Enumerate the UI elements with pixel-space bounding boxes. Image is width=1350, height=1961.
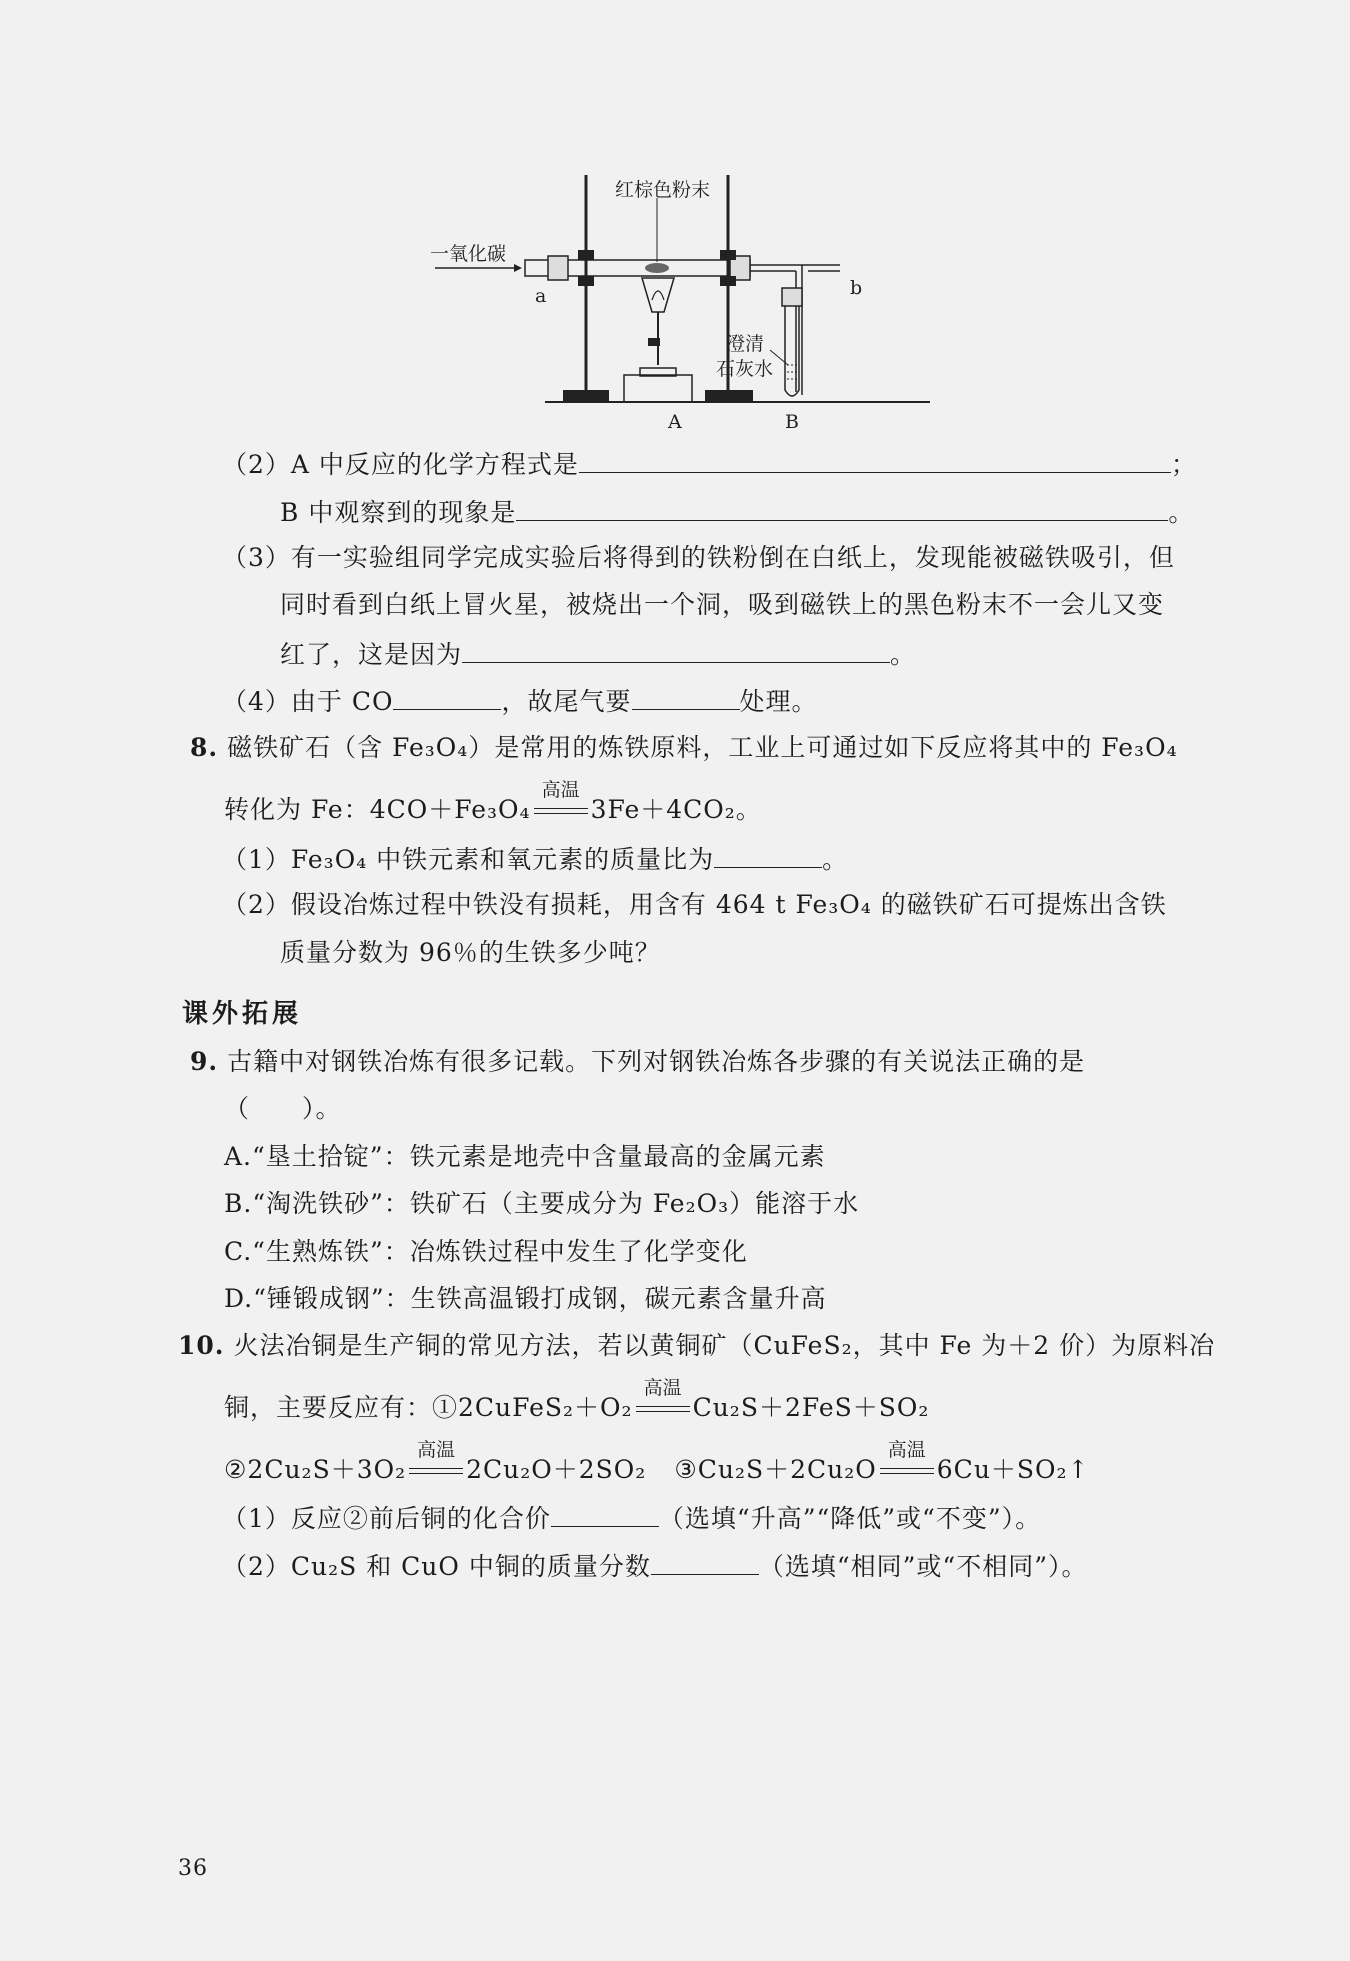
q7-part3-line1: （3）有一实验组同学完成实验后将得到的铁粉倒在白纸上，发现能被磁铁吸引，但 (222, 543, 1175, 572)
point-b-label: b (850, 277, 863, 299)
q8-part1-line: （1）Fe₃O₄ 中铁元素和氧元素的质量比为 。 (222, 841, 848, 877)
reaction-condition: 高温 (634, 1391, 692, 1425)
lime-water-label-2: 石灰水 (716, 358, 774, 380)
experiment-apparatus-diagram (430, 170, 950, 440)
q10-reaction1-line: 铜，主要反应有：①2CuFeS₂＋O₂ 高温 Cu₂S＋2FeS＋SO₂ (224, 1391, 929, 1425)
answer-blank[interactable] (462, 636, 890, 663)
q9-option-d[interactable]: D.“锤锻成钢”：生铁高温锻打成钢，碳元素含量升高 (224, 1284, 827, 1313)
answer-blank[interactable] (579, 446, 1171, 473)
q10-part1-line: （1）反应②前后铜的化合价 （选填“升高”“降低”或“不变”）。 (222, 1500, 1041, 1536)
q7-part4-line: （4）由于 CO ，故尾气要 处理。 (222, 683, 818, 719)
q10-part2-line: （2）Cu₂S 和 CuO 中铜的质量分数 （选填“相同”或“不相同”）。 (222, 1548, 1087, 1584)
q7-part2b-line: B 中观察到的现象是 。 (280, 494, 1194, 530)
answer-blank[interactable] (551, 1500, 659, 1527)
section-title: 课外拓展 (182, 999, 303, 1029)
reaction-condition: 高温 (407, 1453, 465, 1487)
lime-water-label-1: 澄清 (726, 333, 765, 355)
reaction-condition: 高温 (532, 793, 590, 827)
reaction-condition: 高温 (878, 1453, 936, 1487)
apparatus-B-label: B (785, 411, 799, 433)
answer-blank[interactable] (632, 683, 740, 710)
q7-part2-line: （2）A 中反应的化学方程式是 ； (222, 446, 1197, 482)
q7-part3-line2: 同时看到白纸上冒火星，被烧出一个洞，吸到磁铁上的黑色粉末不一会儿又变 (280, 590, 1165, 619)
q8-part2-line2: 质量分数为 96％的生铁多少吨？ (280, 938, 661, 967)
page-number: 36 (178, 1856, 208, 1881)
q10-line1: 10. 火法冶铜是生产铜的常见方法，若以黄铜矿（CuFeS₂，其中 Fe 为＋2 价）为原料冶 (178, 1331, 1216, 1360)
answer-blank[interactable] (516, 494, 1168, 521)
q9-option-c[interactable]: C.“生熟炼铁”：冶炼铁过程中发生了化学变化 (224, 1237, 748, 1266)
q8-line1: 8. 磁铁矿石（含 Fe₃O₄）是常用的炼铁原料，工业上可通过如下反应将其中的 Fe₃O₄ (190, 733, 1178, 762)
q10-reactions-2-3-line: ②2Cu₂S＋3O₂ 高温 2Cu₂O＋2SO₂ ③Cu₂S＋2Cu₂O 高温 6Cu＋SO₂↑ (224, 1453, 1090, 1487)
co-label: 一氧化碳 (430, 243, 507, 265)
q8-part2-line1: （2）假设冶炼过程中铁没有损耗，用含有 464 t Fe₃O₄ 的磁铁矿石可提炼出含铁 (222, 890, 1167, 919)
answer-blank[interactable] (651, 1548, 759, 1575)
q8-equation-line: 转化为 Fe：4CO＋Fe₃O₄ 高温 3Fe＋4CO₂。 (224, 793, 762, 827)
q9-option-b[interactable]: B.“淘洗铁砂”：铁矿石（主要成分为 Fe₂O₃）能溶于水 (224, 1189, 860, 1218)
q9-line1: 9. 古籍中对钢铁冶炼有很多记载。下列对钢铁冶炼各步骤的有关说法正确的是 (190, 1047, 1086, 1076)
q7-part3-line3: 红了，这是因为 。 (280, 636, 916, 672)
apparatus-A-label: A (668, 411, 682, 433)
answer-blank[interactable] (714, 841, 822, 868)
answer-blank[interactable] (393, 683, 501, 710)
q9-option-a[interactable]: A.“垦土拾锭”：铁元素是地壳中含量最高的金属元素 (224, 1142, 826, 1171)
powder-label: 红棕色粉末 (615, 179, 711, 201)
q9-answer-paren[interactable]: （ ）。 (224, 1094, 342, 1123)
point-a-label: a (535, 285, 547, 307)
